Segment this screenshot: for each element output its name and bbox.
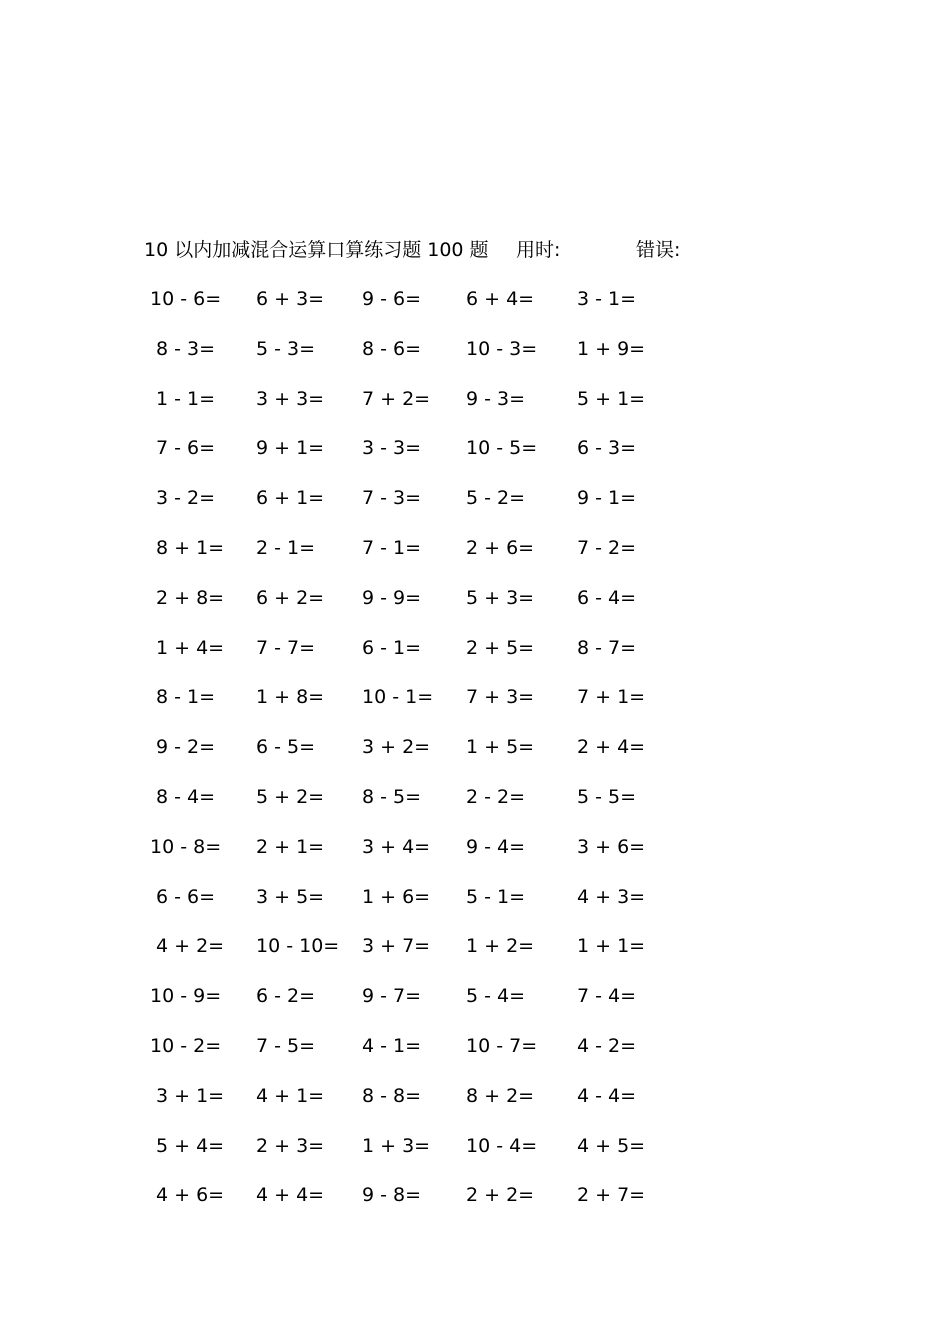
problem-r14-c2: 10 - 10= [256,935,340,958]
problem-r13-c2: 3 + 5= [256,885,325,908]
problem-r5-c4: 5 - 2= [466,487,526,510]
problem-r15-c1: 10 - 9= [150,985,222,1008]
problem-r16-c3: 4 - 1= [362,1035,422,1057]
problem-r1-c5: 3 - 1= [577,288,637,310]
problem-r16-c4: 10 - 7= [466,1035,538,1057]
time-label: 用时: [516,239,561,261]
problem-r10-c3: 3 + 2= [362,736,431,759]
problem-r18-c5: 4 + 5= [577,1134,646,1157]
problem-r2-c5: 1 + 9= [577,337,646,360]
problem-r5-c2: 6 + 1= [256,487,325,510]
problem-r19-c4: 2 + 2= [466,1184,535,1207]
problem-r12-c3: 3 + 4= [362,835,431,858]
problem-r12-c4: 9 - 4= [466,835,526,858]
problem-r1-c2: 6 + 3= [256,288,325,310]
problem-r3-c1: 1 - 1= [156,387,216,410]
problem-r1-c4: 6 + 4= [466,288,535,310]
problem-r7-c3: 9 - 9= [362,586,422,609]
problem-r11-c5: 5 - 5= [577,786,637,808]
problem-r4-c2: 9 + 1= [256,437,325,460]
problem-r11-c2: 5 + 2= [256,786,325,808]
problem-r13-c3: 1 + 6= [362,885,431,908]
problem-r6-c1: 8 + 1= [156,537,225,559]
problem-r8-c2: 7 - 7= [256,636,316,659]
problem-r4-c1: 7 - 6= [156,437,216,460]
problem-r18-c3: 1 + 3= [362,1134,431,1157]
problem-r9-c5: 7 + 1= [577,686,646,709]
problem-r9-c4: 7 + 3= [466,686,535,709]
problem-r18-c4: 10 - 4= [466,1134,538,1157]
problem-r4-c4: 10 - 5= [466,437,538,460]
problem-r6-c2: 2 - 1= [256,537,316,559]
problem-r4-c3: 3 - 3= [362,437,422,460]
problem-r14-c3: 3 + 7= [362,935,431,958]
problem-r8-c1: 1 + 4= [156,636,225,659]
problem-r11-c1: 8 - 4= [156,786,216,808]
problem-r7-c5: 6 - 4= [577,586,637,609]
problem-r14-c4: 1 + 2= [466,935,535,958]
problem-r4-c5: 6 - 3= [577,437,637,460]
problem-r10-c2: 6 - 5= [256,736,316,759]
problem-r19-c3: 9 - 8= [362,1184,422,1207]
problem-r12-c1: 10 - 8= [150,835,222,858]
problem-r1-c3: 9 - 6= [362,288,422,310]
problem-r14-c5: 1 + 1= [577,935,646,958]
problem-r13-c1: 6 - 6= [156,885,216,908]
problem-r7-c2: 6 + 2= [256,586,325,609]
worksheet-title: 10 以内加减混合运算口算练习题 100 题 [144,239,489,261]
problem-r12-c5: 3 + 6= [577,835,646,858]
problem-r8-c5: 8 - 7= [577,636,637,659]
problem-r3-c5: 5 + 1= [577,387,646,410]
problem-r3-c3: 7 + 2= [362,387,431,410]
problem-r16-c2: 7 - 5= [256,1035,316,1057]
problem-r19-c1: 4 + 6= [156,1184,225,1207]
problem-r10-c4: 1 + 5= [466,736,535,759]
problem-r13-c4: 5 - 1= [466,885,526,908]
problem-r17-c2: 4 + 1= [256,1084,325,1107]
problem-r1-c1: 10 - 6= [150,288,222,310]
problem-r2-c2: 5 - 3= [256,337,316,360]
problem-r7-c4: 5 + 3= [466,586,535,609]
problem-r18-c2: 2 + 3= [256,1134,325,1157]
problem-r15-c5: 7 - 4= [577,985,637,1008]
problem-r2-c4: 10 - 3= [466,337,538,360]
problem-r17-c3: 8 - 8= [362,1084,422,1107]
problem-r10-c1: 9 - 2= [156,736,216,759]
problem-r18-c1: 5 + 4= [156,1134,225,1157]
problem-r9-c2: 1 + 8= [256,686,325,709]
problem-r5-c1: 3 - 2= [156,487,216,510]
problem-r5-c5: 9 - 1= [577,487,637,510]
problem-r2-c1: 8 - 3= [156,337,216,360]
problem-r16-c5: 4 - 2= [577,1035,637,1057]
problem-r12-c2: 2 + 1= [256,835,325,858]
problem-r10-c5: 2 + 4= [577,736,646,759]
problem-r8-c3: 6 - 1= [362,636,422,659]
problem-r6-c3: 7 - 1= [362,537,422,559]
problem-r11-c3: 8 - 5= [362,786,422,808]
problem-r13-c5: 4 + 3= [577,885,646,908]
problem-r6-c5: 7 - 2= [577,537,637,559]
problem-r2-c3: 8 - 6= [362,337,422,360]
problem-r14-c1: 4 + 2= [156,935,225,958]
problem-r17-c5: 4 - 4= [577,1084,637,1107]
problem-r16-c1: 10 - 2= [150,1035,222,1057]
errors-label: 错误: [636,239,681,261]
problem-r11-c4: 2 - 2= [466,786,526,808]
problem-r17-c4: 8 + 2= [466,1084,535,1107]
problem-r3-c4: 9 - 3= [466,387,526,410]
problem-r6-c4: 2 + 6= [466,537,535,559]
problem-r17-c1: 3 + 1= [156,1084,225,1107]
problem-r19-c5: 2 + 7= [577,1184,646,1207]
problem-r9-c3: 10 - 1= [362,686,434,709]
problem-r15-c4: 5 - 4= [466,985,526,1008]
problem-r15-c2: 6 - 2= [256,985,316,1008]
problem-r3-c2: 3 + 3= [256,387,325,410]
problem-r8-c4: 2 + 5= [466,636,535,659]
problem-r15-c3: 9 - 7= [362,985,422,1008]
problem-r19-c2: 4 + 4= [256,1184,325,1207]
problem-r7-c1: 2 + 8= [156,586,225,609]
problem-r9-c1: 8 - 1= [156,686,216,709]
problem-r5-c3: 7 - 3= [362,487,422,510]
